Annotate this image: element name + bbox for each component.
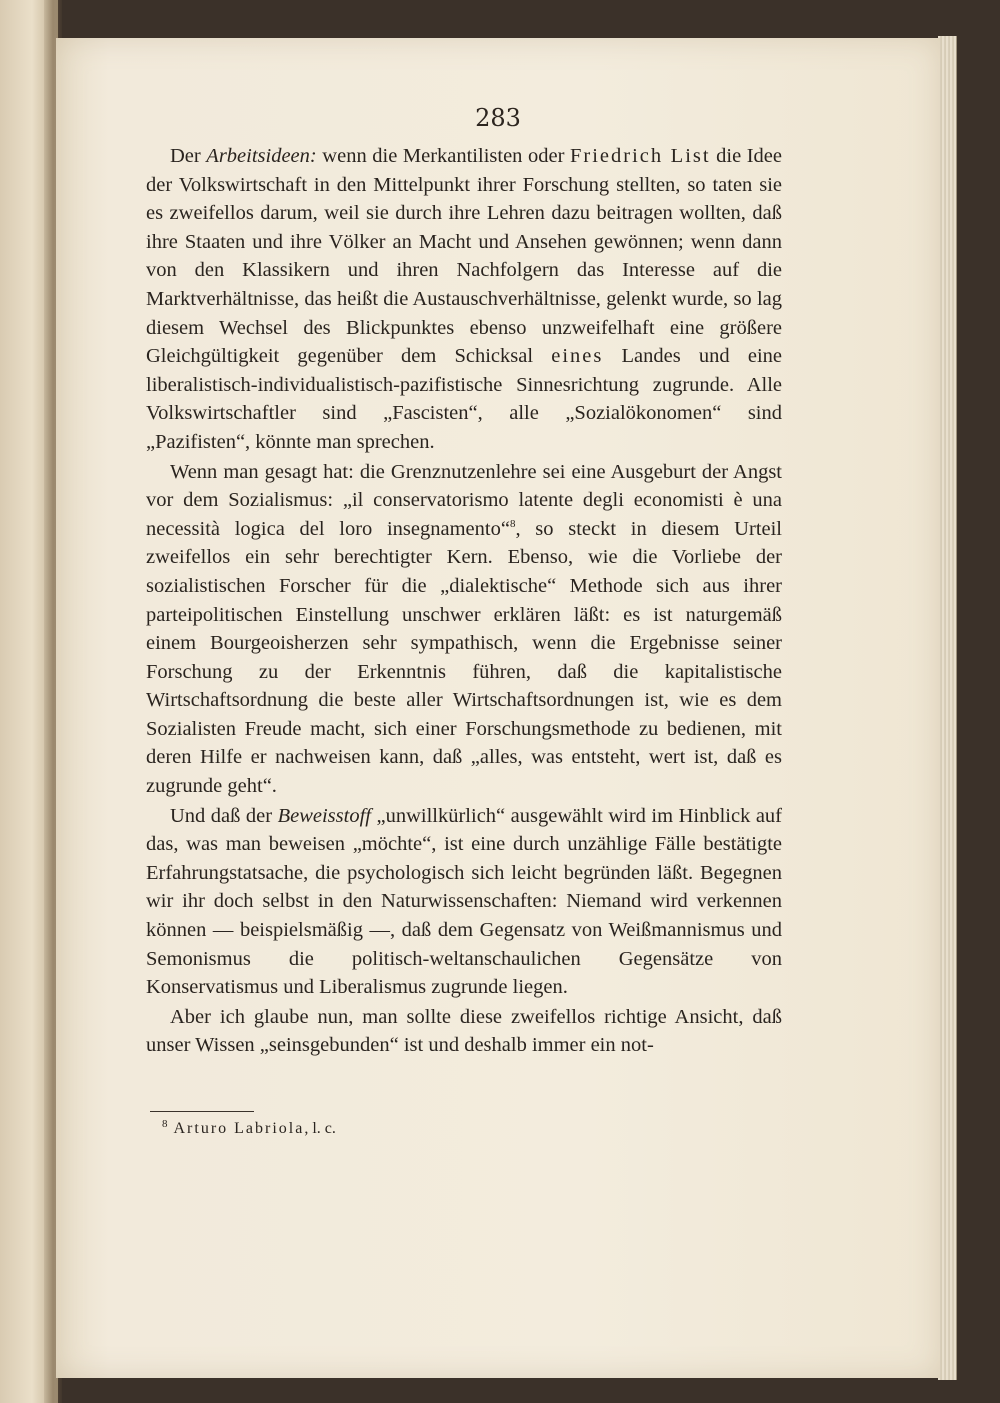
paragraph-1-run-5: die Idee der Volkswirtschaft in den Mittelpunkt ihrer Forschung stellten, so taten sie es zweifellos darum, weil sie durch ihre Lehren dazu beitragen wollten, daß ihre Staaten und ihre Völker an Macht und Ansehen gewönnen; wenn dann von den Klassikern und ihren Nachfolgern das Interesse auf die Marktverhältnisse, das heißt die Austauschverhältnisse, gelenkt wurde, so lag diesem Wechsel des Blickpunktes ebenso unzweifelhaft eine größere Gleichgültigkeit gegenüber dem Schicksal (146, 145, 782, 368)
paragraph-3-run-2: Beweisstoff (277, 804, 371, 827)
book-page (56, 38, 940, 1378)
paragraph-4 (146, 1003, 782, 1060)
footnote (162, 1117, 336, 1138)
paragraph-3-run-1: Und daß der (170, 804, 278, 827)
paragraph-4-run-1: Aber ich glaube nun, man sollte diese zweifellos richtige Ansicht, daß unser Wissen „seinsgebunden“ ist und deshalb immer ein not- (146, 1005, 782, 1057)
paragraph-1-run-4: Friedrich List (569, 145, 711, 167)
paragraph-2-run-2: 8 (509, 517, 516, 530)
footnote-author: Arturo Labriola (173, 1120, 305, 1137)
page-stack-edge (938, 36, 957, 1380)
paragraph-1-run-1: Der (170, 145, 207, 167)
paragraph-1-run-3: wenn die Merkantilisten oder (316, 145, 570, 167)
page-number: 283 (475, 104, 521, 132)
paragraph-1-run-6: eines (551, 345, 604, 368)
footnote-reference: , l. c. (304, 1120, 336, 1137)
paragraph-1 (146, 142, 782, 457)
paragraph-1-run-2: Arbeitsideen: (206, 145, 317, 167)
paragraph-3-run-3: „unwillkürlich“ ausgewählt wird im Hinblick auf das, was man beweisen „möchte“, ist eine durch unzählige Fälle bestätigte Erfahrungstatsache, die psychologisch sich leicht begründen läßt. Begegnen wir ihr doch selbst in den Naturwissenschaften: Niemand wird verkennen können — beispielsmäßig —, daß dem Gegensatz von Weißmannismus und Semonismus die politisch-weltanschaulichen Gegensätze von Konservatismus und Liberalismus zugrunde liegen. (146, 804, 782, 999)
footnote-rule (150, 1111, 254, 1112)
paragraph-2-run-3: , so steckt in diesem Urteil zweifellos ein sehr berechtigter Kern. Ebenso, wie die Vorliebe der sozialistischen Forscher für die „dialektische“ Methode sich aus ihrer parteipolitischen Einstellung unschwer erklären läßt: es ist naturgemäß einem Bourgeoisherzen sehr sympathisch, wenn die Ergebnisse seiner Forschung zu der Erkenntnis führen, daß die kapitalistische Wirtschaftsordnung die beste aller Wirtschaftsordnungen ist, wie es dem Sozialisten Freude macht, sich einer Forschungsmethode zu bedienen, mit deren Hilfe er nachweisen kann, daß „alles, was entsteht, wert ist, daß es zugrunde geht“. (146, 517, 783, 798)
footnote-marker: 8 (162, 1117, 168, 1130)
paragraph-1-run-7: Landes und eine liberalistisch-individualistisch-pazifistische Sinnesrichtung zugrunde. Alle Volkswirtschaftler sind „Fascisten“, alle „Sozialökonomen“ sind „Pazifisten“, könnte man sprechen. (146, 345, 782, 453)
body-text (146, 142, 782, 1060)
paragraph-2-run-1: Wenn man gesagt hat: die Grenznutzenlehre sei eine Ausgeburt der Angst vor dem Sozialismus: „il conservatorismo latente degli economisti è una necessità logica del loro insegnamento“ (146, 460, 782, 540)
paragraph-2 (146, 458, 782, 801)
paragraph-3 (146, 802, 782, 1002)
